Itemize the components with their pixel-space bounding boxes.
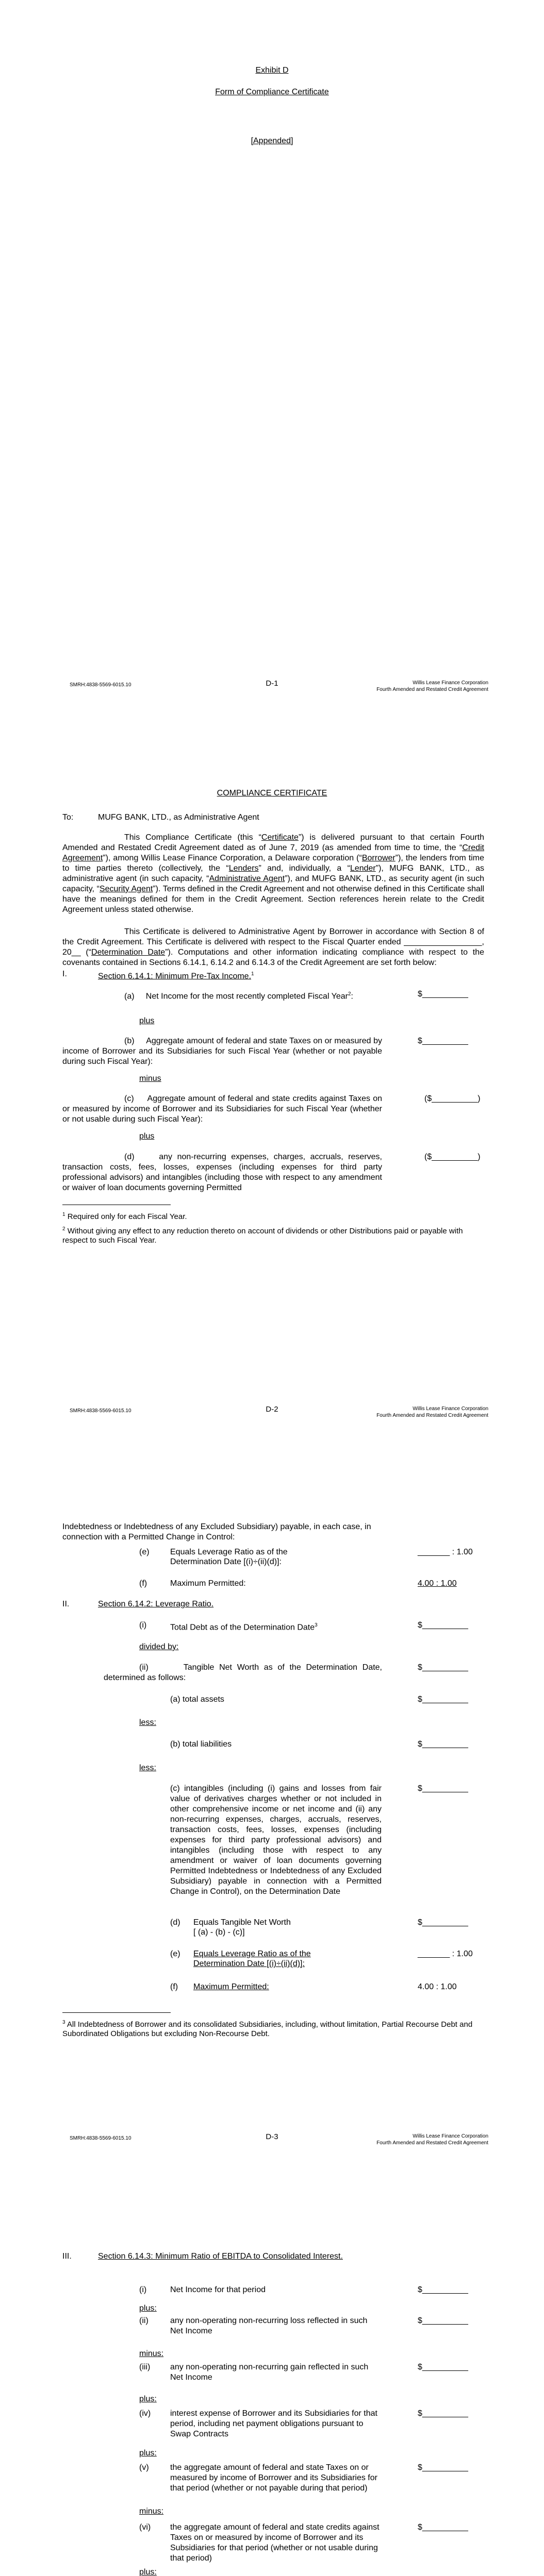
defined-term: Security Agent	[99, 885, 153, 893]
item-c-amount: ($__________)	[424, 1094, 481, 1103]
item-c-amount: $__________	[418, 1784, 468, 1793]
item-ii: (ii) Tangible Net Worth as of the Determination Date, determined as follows:	[104, 1663, 383, 1682]
item-label: (vi)	[139, 2523, 151, 2532]
footer-doc-id: SMRH:4838-5569-6015.10	[70, 1408, 131, 1414]
footnote-number: 3	[62, 2020, 65, 2025]
item-c: (c) Aggregate amount of federal and state credits against Taxes on or measured by income of Borrower and its Subsidiaries for such Fiscal Year (whether or not usable during such Fiscal Year):	[62, 1094, 382, 1124]
item-f-amount: 4.00 : 1.00	[418, 1982, 457, 1991]
footer-doc-id: SMRH:4838-5569-6015.10	[70, 2136, 131, 2141]
footnote-number: 2	[62, 1226, 65, 1232]
certificate-title: COMPLIANCE CERTIFICATE	[217, 789, 327, 798]
page-number: D-3	[266, 2132, 278, 2141]
section-1-heading	[98, 969, 254, 981]
item-ii-amount: $__________	[418, 1663, 468, 1672]
section-3-number: III.	[62, 2252, 72, 2261]
footer-doc-id: SMRH:4838-5569-6015.10	[70, 682, 131, 688]
section-1-number: I.	[62, 970, 67, 978]
connector-minus: minus	[139, 1074, 161, 1083]
defined-term: Lender	[350, 864, 376, 873]
section-2-number: II.	[62, 1600, 70, 1608]
item-a-amount: $__________	[418, 1695, 468, 1704]
item-f-text: Maximum Permitted:	[170, 1579, 246, 1588]
item-b-text: (b) total liabilities	[170, 1740, 232, 1749]
item-e-text: Equals Leverage Ratio as of the Determination Date [(i)÷(ii)(d)]:	[170, 1548, 288, 1566]
section-3-title: Section 6.14.3: Minimum Ratio of EBITDA to Consolidated Interest.	[98, 2252, 343, 2261]
item-i-text: Total Debt as of the Determination Date$^3$	[170, 1622, 318, 1632]
footer-agreement-name: Fourth Amended and Restated Credit Agreement	[376, 687, 488, 692]
item-i-label: (i)	[139, 1621, 147, 1630]
footer-company-name: Willis Lease Finance Corporation	[413, 1406, 488, 1412]
item-f-label: (f)	[139, 1579, 147, 1588]
connector: minus:	[139, 2349, 164, 2358]
item-a: (a) Net Income for the most recently completed Fiscal Year$^2$:	[124, 991, 353, 1001]
footnote-number: 1	[62, 1212, 65, 1217]
footer-company	[323, 1405, 488, 1419]
footer-company-name: Willis Lease Finance Corporation	[413, 680, 488, 686]
section-1-title: Section 6.14.1: Minimum Pre-Tax Income.	[98, 972, 252, 981]
item-d-label: (d)	[170, 1918, 180, 1927]
item-b-amount: $__________	[418, 1740, 468, 1749]
form-title: Form of Compliance Certificate	[215, 88, 329, 96]
footnote-3: $^3$ All Indebtedness of Borrower and its consolidated Subsidiaries, including, without limitation, Partial Recourse Debt and Subordinated Obligations but excluding Non-Recourse Debt.	[62, 2020, 473, 2038]
item-label: (iii)	[139, 2363, 151, 2371]
item-e-amount: _______ : 1.00	[418, 1950, 473, 1958]
footnote-ref: 3	[315, 1622, 318, 1628]
page-number: D-1	[266, 679, 278, 688]
defined-term: Borrower	[361, 854, 395, 862]
footer-company	[323, 680, 488, 693]
footnote-ref: 1	[251, 971, 254, 977]
item-f-label: (f)	[170, 1982, 178, 1991]
item-amount: $__________	[418, 2523, 468, 2532]
item-e-amount: _______ : 1.00	[418, 1548, 473, 1556]
exhibit-label: Exhibit D	[255, 66, 289, 75]
defined-term: Determination Date	[91, 948, 166, 957]
item-d-text: Equals Tangible Net Worth [ (a) - (b) - (c)]	[193, 1918, 291, 1937]
item-c-text: (c) intangibles (including (i) gains and losses from fair value of derivatives charges whether or not included in other comprehensive income or net income and (ii) any non-recurring expenses, charges, accruals, reserves, transaction costs, fees, losses, expenses (including expenses for third party professional advisors) and intangibles (including those with respect to any amendment or waiver of loan documents governing Permitted Indebtedness or Indebtedness of any Excluded Subsidiary) payable in connection with a Permitted Change in Control), on the Determination Date	[170, 1784, 382, 1896]
item-d-amount: ($__________)	[424, 1153, 481, 1161]
item-label: (iv)	[139, 2409, 151, 2418]
connector-less: less:	[139, 1764, 156, 1772]
item-e-label: (e)	[170, 1950, 180, 1958]
item-amount: $__________	[418, 2285, 468, 2294]
item-b-amount: $__________	[418, 1037, 468, 1045]
connector: plus:	[139, 2395, 157, 2403]
footer-company-name: Willis Lease Finance Corporation	[413, 2133, 488, 2139]
item-text: any non-operating non-recurring gain reflected in such Net Income	[170, 2363, 369, 2382]
item-text: any non-operating non-recurring loss reflected in such Net Income	[170, 2316, 368, 2335]
connector-divided-by: divided by:	[139, 1642, 179, 1651]
footer-agreement-name: Fourth Amended and Restated Credit Agreement	[376, 1413, 488, 1418]
footnote-2: $^2$ Without giving any effect to any reduction thereto on account of dividends or other Distributions paid or payable with respect to such Fiscal Year.	[62, 1226, 463, 1245]
page-number: D-2	[266, 1405, 278, 1414]
footer-company	[323, 2133, 488, 2146]
defined-term: Credit Agreement	[62, 843, 484, 862]
appended-note: [Appended]	[251, 137, 293, 145]
intro-paragraph-1: This Compliance Certificate (this “Certificate”) is delivered pursuant to that certain Fourth Amended and Restated Credit Agreement dated as of June 7, 2019 (as amended from time to time, the “Credit Agreement”), among Willis Lease Finance Corporation, a Delaware corporation (“Borrower”), the lenders from time to time parties thereto (collectively, the “Lenders” and, individually, a “Lender”), MUFG BANK, LTD., as administrative agent (in such capacity, “Administrative Agent”), and MUFG BANK, LTD., as security agent (in such capacity, “Security Agent”). Terms defined in the Credit Agreement and not otherwise defined in this Certificate shall have the meanings defined for them in the Credit Agreement. Section references herein relate to the Credit Agreement unless stated otherwise.	[62, 833, 485, 914]
footer-agreement-name: Fourth Amended and Restated Credit Agreement	[376, 2140, 488, 2146]
footnote-ref: 2	[348, 991, 351, 997]
connector-plus: plus	[139, 1132, 155, 1141]
item-e-label: (e)	[139, 1548, 150, 1556]
to-label: To:	[62, 813, 74, 822]
intro-paragraph-2: This Certificate is delivered to Administrative Agent by Borrower in accordance with Section 8 of the Credit Agreement. This Certificate is delivered with respect to the Fiscal Quarter ended _________________, 20__ (“Determination Date”). Computations and other information indicating compliance with respect to the covenants contained in Sections 6.14.1, 6.14.2 and 6.14.3 of the Credit Agreement are set forth below:	[62, 927, 485, 967]
item-label: (v)	[139, 2463, 149, 2472]
footnote-divider	[62, 2012, 171, 2013]
item-text: the aggregate amount of federal and state credits against Taxes on or measured by income of Borrower and its Subsidiaries for that period (whether or not usable during that period)	[170, 2523, 380, 2563]
continued-text: Indebtedness or Indebtedness of any Excluded Subsidiary) payable, in each case, in connection with a Permitted Change in Control:	[62, 1522, 371, 1541]
item-b: (b) Aggregate amount of federal and state Taxes on or measured by income of Borrower and its Subsidiaries for such Fiscal Year (whether or not payable during such Fiscal Year):	[62, 1037, 382, 1066]
to-value: MUFG BANK, LTD., as Administrative Agent	[98, 813, 259, 822]
item-f-text: Maximum Permitted:	[193, 1982, 269, 1991]
connector: plus:	[139, 2304, 157, 2313]
connector: minus:	[139, 2507, 164, 2516]
footnote-1: $^1$ Required only for each Fiscal Year.	[62, 1212, 187, 1221]
item-a-text: (a) total assets	[170, 1695, 224, 1704]
item-amount: $__________	[418, 2463, 468, 2472]
section-2-title: Section 6.14.2: Leverage Ratio.	[98, 1600, 214, 1608]
item-f-amount: 4.00 : 1.00	[418, 1579, 457, 1588]
item-amount: $__________	[418, 2316, 468, 2325]
item-label: (ii)	[139, 2316, 149, 2325]
defined-term: Certificate	[261, 833, 299, 842]
defined-term: Lenders	[228, 864, 259, 873]
defined-term: Administrative Agent	[209, 874, 285, 883]
item-text: Net Income for that period	[170, 2285, 266, 2294]
item-text: interest expense of Borrower and its Subsidiaries for that period, including net payment obligations pursuant to Swap Contracts	[170, 2409, 377, 2438]
connector: plus:	[139, 2449, 157, 2458]
connector-plus: plus	[139, 1016, 155, 1025]
connector-less: less:	[139, 1718, 156, 1727]
item-i-amount: $__________	[418, 1621, 468, 1630]
item-d-amount: $__________	[418, 1918, 468, 1927]
item-e-text: Equals Leverage Ratio as of the Determination Date [(i)÷(ii)(d)]:	[193, 1950, 311, 1968]
item-d: (d) any non-recurring expenses, charges, accruals, reserves, transaction costs, fees, losses, expenses (including expenses for third party professional advisors) and intangibles (including those with respect to any amendment or waiver of loan documents governing Permitted	[62, 1153, 382, 1192]
item-amount: $__________	[418, 2409, 468, 2418]
item-label: (i)	[139, 2285, 147, 2294]
item-a-amount: $__________	[418, 990, 468, 998]
item-text: the aggregate amount of federal and state Taxes on or measured by income of Borrower and its Subsidiaries for that period (whether or not payable during that period)	[170, 2463, 377, 2493]
item-amount: $__________	[418, 2363, 468, 2371]
connector: plus:	[139, 2568, 157, 2576]
